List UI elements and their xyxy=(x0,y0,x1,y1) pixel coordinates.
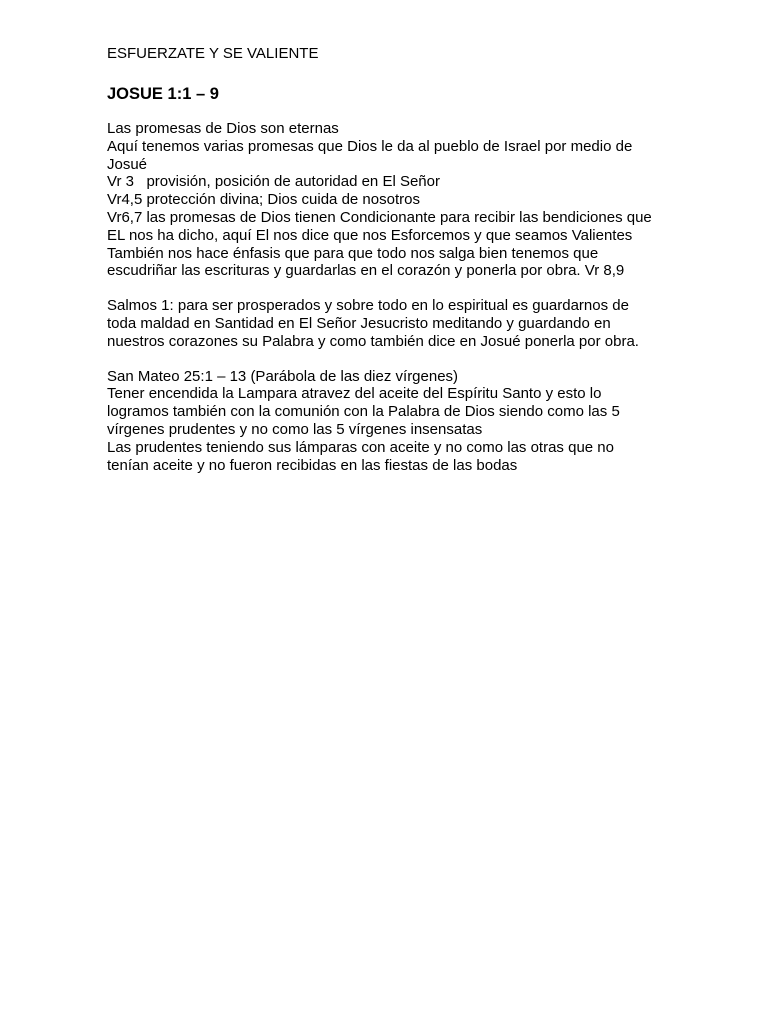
text-line: También nos hace énfasis que para que todo nos salga bien tenemos que xyxy=(107,244,599,262)
text-line: nuestros corazones su Palabra y como también dice en Josué ponerla por obra. xyxy=(107,332,639,350)
text-line: logramos también con la comunión con la Palabra de Dios siendo como las 5 xyxy=(107,403,620,421)
paragraph-josue-promises xyxy=(107,120,667,280)
text-line: Las promesas de Dios son eternas xyxy=(107,120,339,137)
text-line: Las prudentes teniendo sus lámparas con aceite y no como las otras que no xyxy=(107,438,614,456)
text-line: EL nos ha dicho, aquí El nos dice que nos Esforcemos y que seamos Valientes xyxy=(107,226,633,244)
text-line: tenían aceite y no fueron recibidas en las fiestas de las bodas xyxy=(107,456,518,474)
scripture-heading: JOSUE 1:1 – 9 xyxy=(107,85,219,103)
document-title: ESFUERZATE Y SE VALIENTE xyxy=(107,45,319,62)
text-line: Vr6,7 las promesas de Dios tienen Condicionante para recibir las bendiciones que xyxy=(107,208,652,226)
document-page xyxy=(107,44,667,474)
text-line: Tener encendida la Lampara atravez del aceite del Espíritu Santo y esto lo xyxy=(107,385,602,403)
text-line: toda maldad en Santidad en El Señor Jesucristo meditando y guardando en xyxy=(107,314,611,332)
text-line: Aquí tenemos varias promesas que Dios le da al pueblo de Israel por medio de xyxy=(107,137,633,155)
text-line: San Mateo 25:1 – 13 (Parábola de las diez vírgenes) xyxy=(107,367,459,385)
text-line: escudriñar las escrituras y guardarlas en el corazón y ponerla por obra. Vr 8,9 xyxy=(107,262,625,280)
text-line: Salmos 1: para ser prosperados y sobre todo en lo espiritual es guardarnos de xyxy=(107,297,629,315)
text-line: Vr4,5 protección divina; Dios cuida de nosotros xyxy=(107,191,420,209)
text-line: Vr 3 provisión, posición de autoridad en El Señor xyxy=(107,173,440,191)
paragraph-san-mateo xyxy=(107,368,667,475)
text-line: Josué xyxy=(107,155,148,173)
paragraph-salmos xyxy=(107,297,667,350)
text-line: vírgenes prudentes y no como las 5 vírgenes insensatas xyxy=(107,420,483,438)
